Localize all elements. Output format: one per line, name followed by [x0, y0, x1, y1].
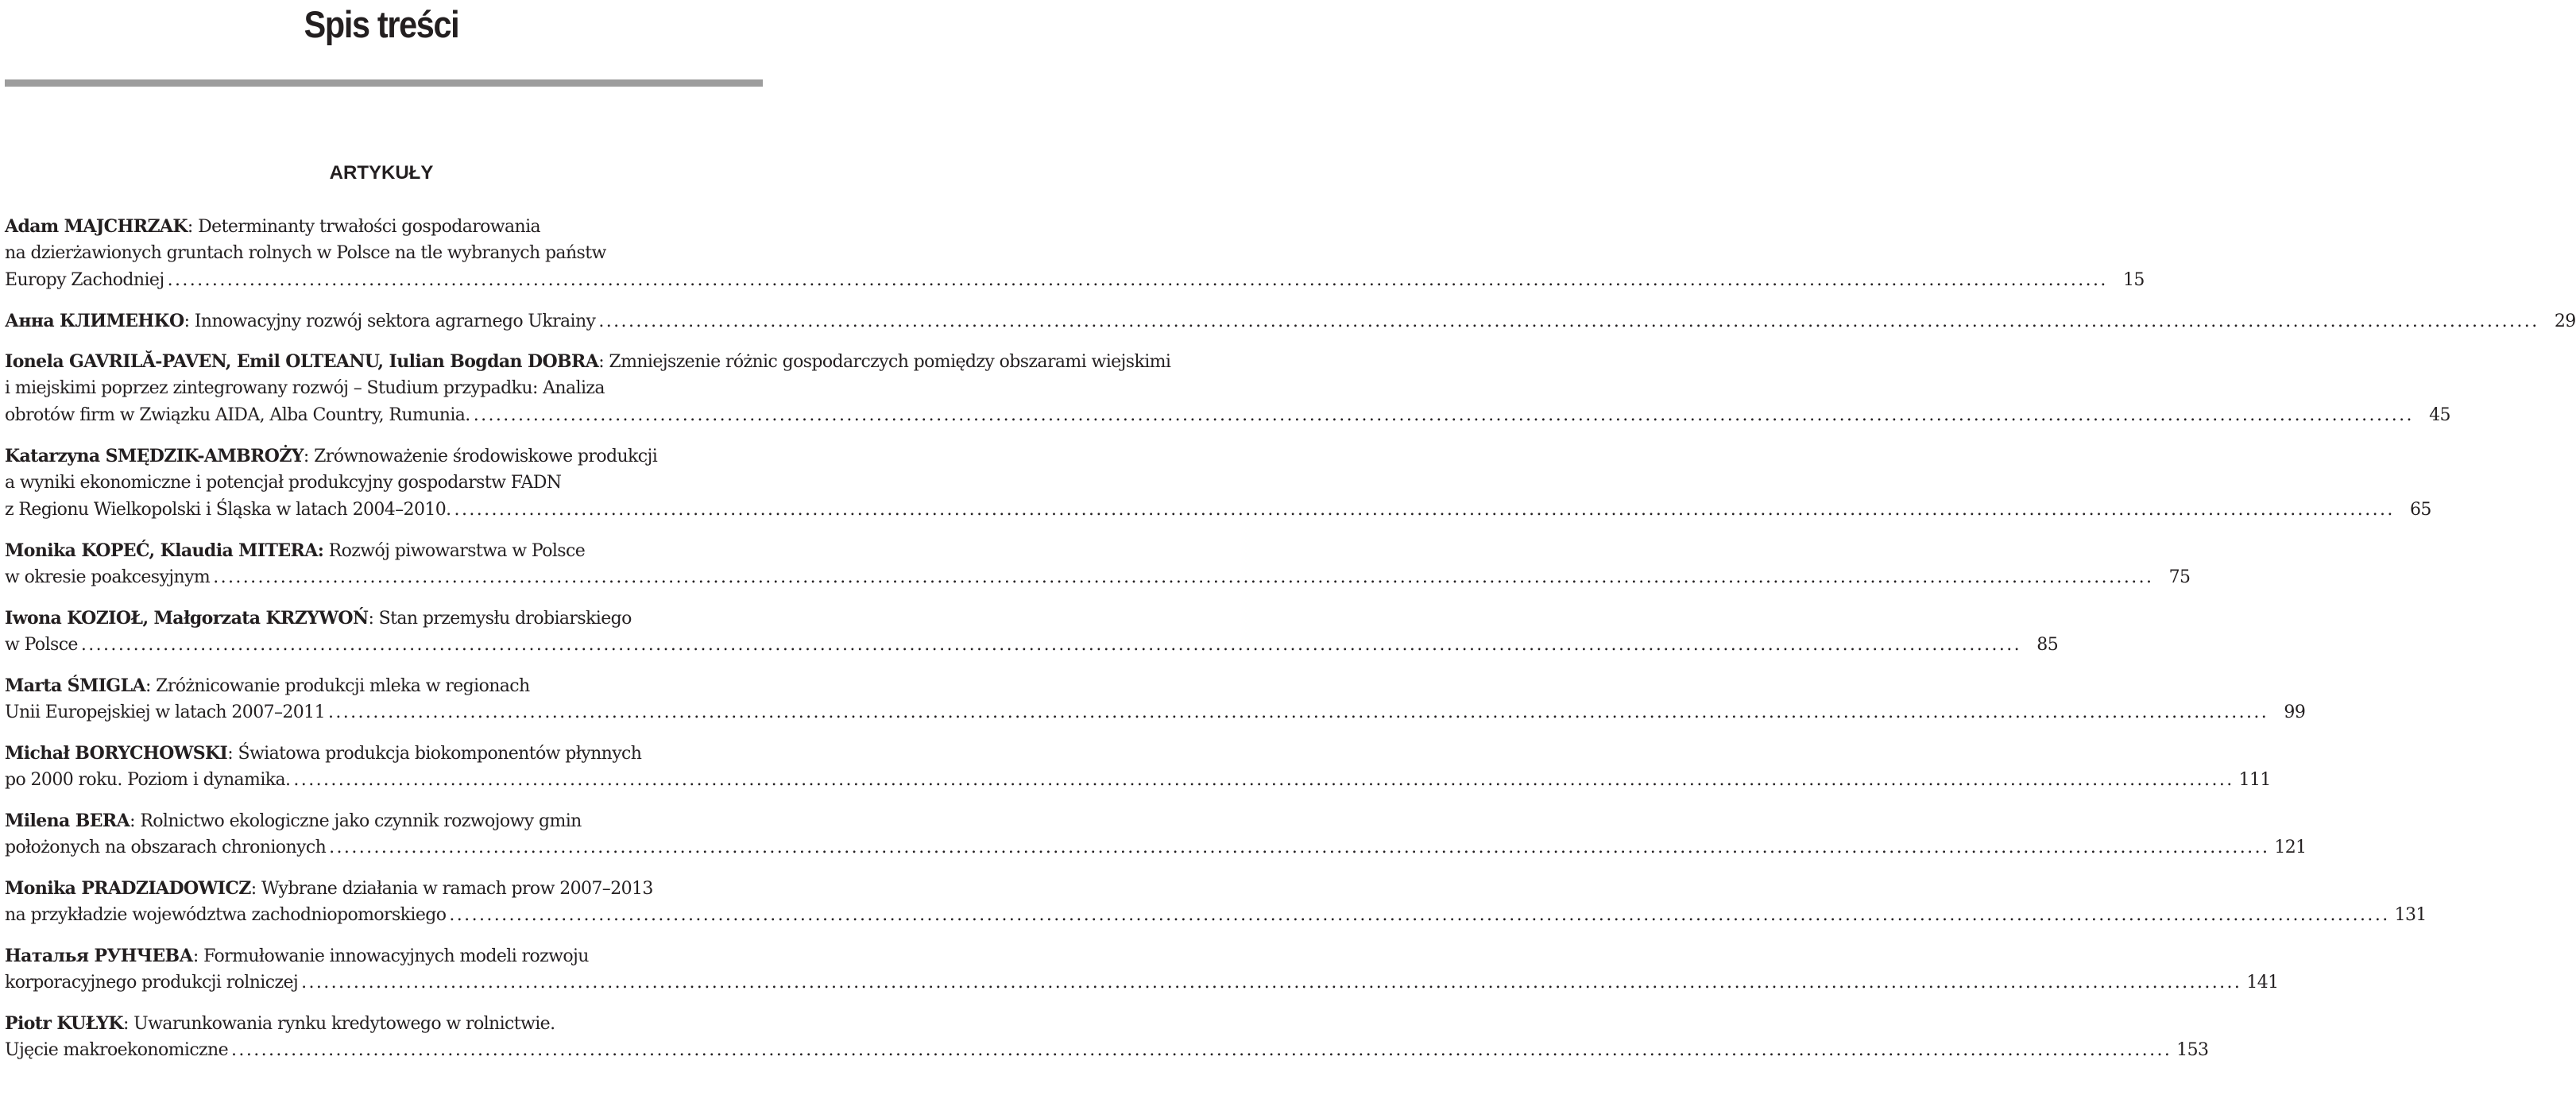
page-number[interactable]: 131: [2394, 905, 2427, 925]
entry-last-line: [5, 632, 2059, 659]
entry-last-line: [5, 1037, 2209, 1064]
dot-leader: ....................................................................................................................................................................................................................................................................: [80, 635, 2022, 655]
entry-title-text: Zmniejszenie różnic gospodarczych pomiędzy obszarami wiejskimi: [609, 352, 1171, 372]
entry-title-end: [5, 834, 326, 861]
entry-author-separator: :: [598, 352, 604, 372]
entry-title-line: [5, 942, 760, 969]
entry-title-line: [5, 537, 760, 564]
page-number[interactable]: 141: [2246, 973, 2279, 993]
toc-entry[interactable]: [5, 605, 2059, 659]
entry-title-text: i miejskimi poprzez zintegrowany rozwój – Studium przypadku: Analiza: [5, 378, 605, 398]
entry-title-line: [5, 875, 760, 902]
entry-title-end: [5, 902, 446, 929]
entry-title-text: po 2000 roku. Poziom i dynamika.: [5, 770, 291, 790]
toc-entry[interactable]: [5, 875, 2427, 929]
entry-title-end: [5, 699, 325, 726]
entry-authors: Adam MAJCHRZAK: [5, 216, 188, 237]
entry-author-separator: :: [227, 744, 234, 764]
entry-authors: Monika KOPEĆ, Klaudia MITERA:: [5, 540, 324, 561]
page-number[interactable]: 15: [2123, 270, 2145, 290]
dot-leader: ....................................................................................................................................................................................................................................................................: [293, 770, 2234, 790]
entry-title-text: Zrównoważenie środowiskowe produkcji: [314, 447, 658, 466]
toc-entry[interactable]: [5, 308, 2576, 335]
entry-title-text: Uwarunkowania rynku kredytowego w rolnictwie.: [133, 1014, 555, 1034]
page-number[interactable]: 111: [2238, 770, 2271, 790]
entry-title-text: Formułowanie innowacyjnych modeli rozwoju: [203, 946, 589, 966]
entry-title-end: [5, 402, 470, 429]
toc-entry[interactable]: [5, 672, 2306, 726]
entry-title-text: Światowa produkcja biokomponentów płynnych: [238, 744, 642, 764]
entry-author-separator: :: [145, 676, 151, 696]
entry-title-end: [5, 767, 290, 794]
entry-authors: Katarzyna SMĘDZIK-AMBROŻY: [5, 446, 304, 466]
entry-author-separator: :: [250, 879, 257, 899]
entry-author-separator: :: [122, 1014, 129, 1034]
toc-entry[interactable]: [5, 348, 2450, 429]
entry-last-line: [5, 969, 2279, 996]
dot-leader: ....................................................................................................................................................................................................................................................................: [449, 905, 2390, 925]
entry-authors: Milena BERA: [5, 811, 130, 831]
entry-authors: Наталья РУНЧЕВА: [5, 946, 193, 966]
toc-entry[interactable]: [5, 807, 2307, 861]
dot-leader: ....................................................................................................................................................................................................................................................................: [598, 312, 2539, 331]
entry-title-line: [5, 375, 760, 402]
page-number[interactable]: 45: [2429, 405, 2450, 425]
entry-title-line: [5, 740, 760, 767]
entry-last-line: [5, 497, 2431, 524]
entry-title-end: [5, 497, 451, 524]
dot-leader: ....................................................................................................................................................................................................................................................................: [167, 270, 2108, 290]
entry-title-end: [5, 267, 164, 294]
page-number[interactable]: 153: [2176, 1040, 2209, 1060]
entry-title-text: korporacyjnego produkcji rolniczej: [5, 973, 299, 993]
entry-title-text: Ujęcie makroekonomiczne: [5, 1040, 229, 1060]
entry-title-end: [5, 632, 78, 659]
page-number[interactable]: 65: [2409, 500, 2431, 520]
entry-author-separator: :: [192, 946, 199, 966]
entry-last-line: [5, 402, 2450, 429]
dot-leader: ....................................................................................................................................................................................................................................................................: [473, 405, 2414, 425]
entry-last-line: [5, 308, 2576, 335]
entry-authors: Marta ŚMIGLA: [5, 675, 145, 696]
entry-title-text: Stan przemysłu drobiarskiego: [378, 609, 632, 629]
entry-title-end: [5, 969, 298, 996]
toc-entry[interactable]: [5, 537, 2191, 591]
entry-title-text: w Polsce: [5, 635, 78, 655]
entry-title-text: Innowacyjny rozwój sektora agrarnego Ukrainy: [194, 312, 596, 331]
dot-leader: ....................................................................................................................................................................................................................................................................: [327, 702, 2269, 722]
toc-entry[interactable]: [5, 1010, 2209, 1064]
entry-title-text: Wybrane działania w ramach prow 2007–2013: [261, 879, 653, 899]
entry-title-text: Rozwój piwowarstwa w Polsce: [328, 541, 586, 561]
entry-title-text: na przykładzie województwa zachodniopomorskiego: [5, 905, 447, 925]
entry-last-line: [5, 902, 2427, 929]
entry-title-line: [5, 605, 760, 632]
entry-title-line: [5, 240, 760, 267]
toc-entry[interactable]: [5, 942, 2279, 996]
entry-title-text: na dzierżawionych gruntach rolnych w Polsce na tle wybranych państw: [5, 243, 606, 263]
dot-leader: ....................................................................................................................................................................................................................................................................: [213, 567, 2154, 587]
entry-title-text: Zróżnicowanie produkcji mleka w regionach: [156, 676, 530, 696]
page-number[interactable]: 29: [2554, 312, 2576, 331]
page-number[interactable]: 75: [2168, 567, 2191, 587]
entry-author-separator: :: [368, 609, 374, 629]
entry-title-line: [5, 470, 760, 497]
entry-author-separator: :: [187, 217, 193, 237]
entry-last-line: [5, 267, 2145, 294]
entry-title-end: [5, 308, 595, 335]
entry-authors: Piotr KUŁYK: [5, 1013, 123, 1034]
toc-entry[interactable]: [5, 740, 2271, 794]
entry-title-end: [5, 564, 210, 591]
entry-title-text: Europy Zachodniej: [5, 270, 164, 290]
entry-title-line: [5, 1010, 760, 1037]
toc-entry[interactable]: [5, 213, 2145, 294]
entry-last-line: [5, 564, 2191, 591]
entry-authors: Iwona KOZIOŁ, Małgorzata KRZYWOŃ: [5, 608, 369, 629]
entry-author-separator: :: [130, 811, 135, 831]
entry-title-text: położonych na obszarach chronionych: [5, 838, 327, 857]
table-of-contents: [5, 213, 2576, 1078]
page-number[interactable]: 85: [2036, 635, 2059, 655]
entry-author-separator: :: [184, 312, 190, 331]
entry-authors: Monika PRADZIADOWICZ: [5, 878, 251, 899]
entry-authors: Анна КЛИМЕНКО: [5, 311, 184, 331]
dot-leader: ....................................................................................................................................................................................................................................................................: [301, 973, 2242, 993]
entry-title-line: [5, 672, 760, 699]
entry-authors: Ionela GAVRILĂ-PAVEN, Emil OLTEANU, Iulian Bogdan DOBRA: [5, 351, 599, 372]
dot-leader: ....................................................................................................................................................................................................................................................................: [231, 1040, 2172, 1060]
dot-leader: ....................................................................................................................................................................................................................................................................: [454, 500, 2395, 520]
entry-title-end: [5, 1037, 228, 1064]
entry-title-text: Rolnictwo ekologiczne jako czynnik rozwojowy gmin: [140, 811, 582, 831]
entry-title-line: [5, 443, 760, 470]
dot-leader: ....................................................................................................................................................................................................................................................................: [329, 838, 2270, 857]
entry-title-text: obrotów firm w Związku AIDA, Alba Country, Rumunia.: [5, 405, 470, 425]
entry-title-text: Unii Europejskiej w latach 2007–2011: [5, 702, 325, 722]
entry-title-line: [5, 807, 760, 834]
header-divider: [5, 79, 763, 87]
page-title: Spis treści: [304, 3, 459, 45]
toc-entry[interactable]: [5, 443, 2431, 524]
entry-last-line: [5, 767, 2271, 794]
entry-last-line: [5, 699, 2306, 726]
entry-last-line: [5, 834, 2307, 861]
entry-authors: Michał BORYCHOWSKI: [5, 743, 228, 764]
page-number[interactable]: 121: [2274, 838, 2307, 857]
section-heading: ARTYKUŁY: [329, 162, 434, 184]
entry-title-text: a wyniki ekonomiczne i potencjał produkcyjny gospodarstw FADN: [5, 473, 562, 493]
entry-title-line: [5, 213, 760, 240]
entry-title-text: z Regionu Wielkopolski i Śląska w latach 2004–2010.: [5, 500, 451, 520]
entry-title-line: [5, 348, 1171, 375]
page-number[interactable]: 99: [2284, 702, 2306, 722]
entry-title-text: Determinanty trwałości gospodarowania: [198, 217, 541, 237]
entry-title-text: w okresie poakcesyjnym: [5, 567, 211, 587]
entry-author-separator: :: [303, 447, 309, 466]
